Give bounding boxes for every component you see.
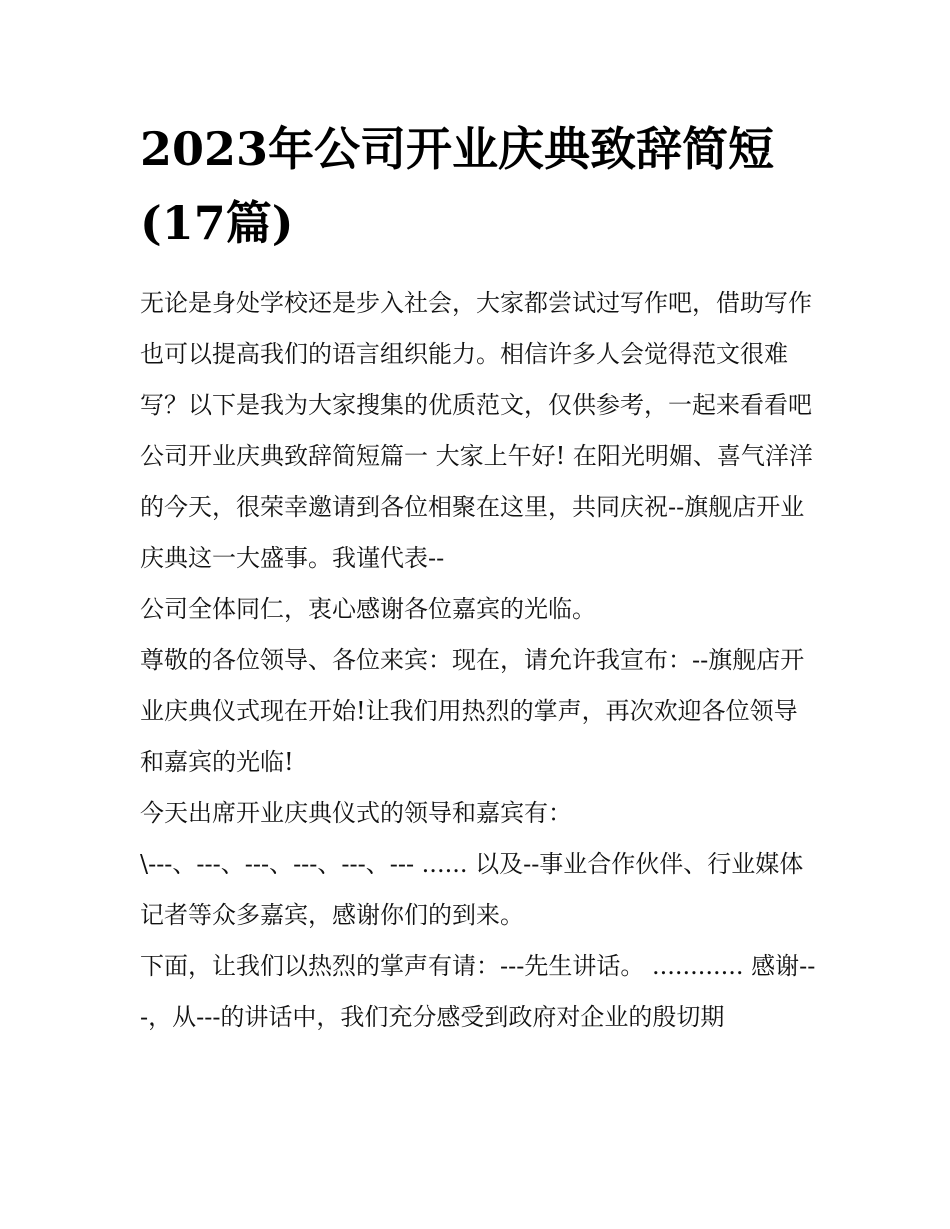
- document-title: 2023年公司开业庆典致辞简短(17篇): [140, 122, 775, 250]
- paragraph-guest-list: \---、---、---、---、---、--- ...... 以及--事业合作伙伴、行业媒体记者等众多嘉宾，感谢你们的到来。: [140, 850, 804, 929]
- paragraph-guests-intro: 今天出席开业庆典仪式的领导和嘉宾有：: [140, 799, 572, 827]
- paragraph-thanks: 公司全体同仁，衷心感谢各位嘉宾的光临。: [140, 595, 596, 623]
- paragraph-announcement: 尊敬的各位领导、各位来宾：现在，请允许我宣布：--旗舰店开业庆典仪式现在开始!让我们用热烈的掌声，再次欢迎各位领导和嘉宾的光临!: [140, 646, 805, 776]
- document-body: [140, 278, 820, 1043]
- paragraph-speech-invite: 下面，让我们以热烈的掌声有请：---先生讲话。 ............ 感谢---，从---的讲话中，我们充分感受到政府对企业的殷切期: [140, 952, 816, 1031]
- paragraph-intro: 无论是身处学校还是步入社会，大家都尝试过写作吧，借助写作也可以提高我们的语言组织能力。相信许多人会觉得范文很难写？以下是我为大家搜集的优质范文，仅供参考，一起来看看吧: [140, 289, 812, 419]
- paragraph-speech-opening: 公司开业庆典致辞简短篇一 大家上午好! 在阳光明媚、喜气洋洋的今天，很荣幸邀请到各位相聚在这里，共同庆祝--旗舰店开业庆典这一大盛事。我谨代表--: [140, 442, 813, 572]
